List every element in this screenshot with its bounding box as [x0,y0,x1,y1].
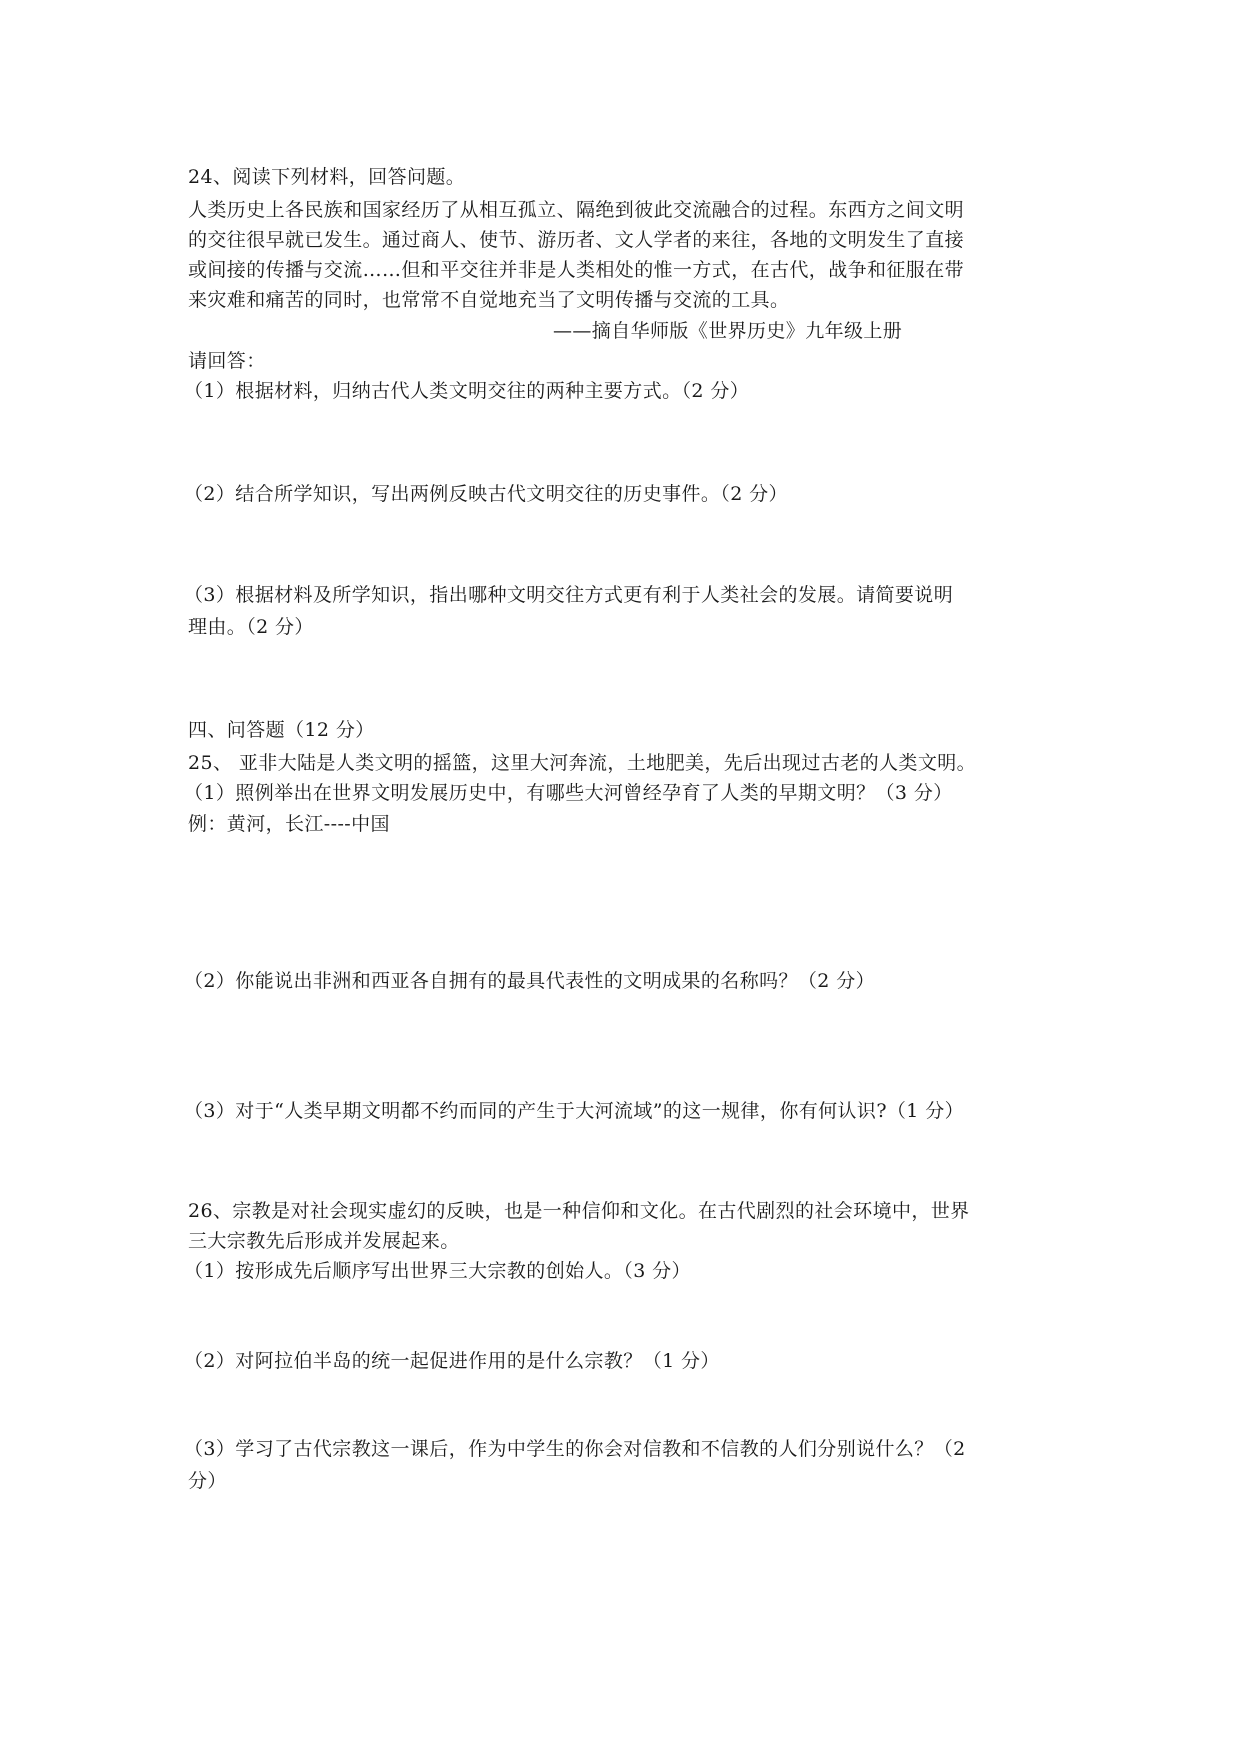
q24-prompt: 请回答： [188,350,266,372]
q26-sub3-line2: 分） [188,1470,227,1492]
q24-sub1: （1）根据材料，归纳古代人类文明交往的两种主要方式。（2 分） [184,380,750,402]
q26-title-line2: 三大宗教先后形成并发展起来。 [188,1230,460,1252]
q24-sub3-line2: 理由。（2 分） [188,616,314,638]
q24-material-line-2: 的交往很早就已发生。通过商人、使节、游历者、文人学者的来往，各地的文明发生了直接 [188,229,965,251]
q25-example: 例：黄河，长江----中国 [188,813,390,835]
q26-sub1: （1）按形成先后顺序写出世界三大宗教的创始人。（3 分） [184,1260,691,1282]
q25-sub3: （3）对于“人类早期文明都不约而同的产生于大河流域”的这一规律，你有何认识?（1 分） [184,1100,965,1122]
q24-title: 24、阅读下列材料，回答问题。 [188,166,466,188]
q24-sub3-line1: （3）根据材料及所学知识，指出哪种文明交往方式更有利于人类社会的发展。请简要说明 [184,584,954,606]
q25-title: 25、 亚非大陆是人类文明的摇篮，这里大河奔流，土地肥美，先后出现过古老的人类文明。 [188,752,977,774]
q24-source: ——摘自华师版《世界历史》九年级上册 [553,320,903,342]
q24-material-line-1: 人类历史上各民族和国家经历了从相互孤立、隔绝到彼此交流融合的过程。东西方之间文明 [188,199,965,221]
q24-material-line-4: 来灾难和痛苦的同时，也常常不自觉地充当了文明传播与交流的工具。 [188,289,790,311]
q24-material-line-3: 或间接的传播与交流……但和平交往并非是人类相处的惟一方式，在古代，战争和征服在带 [188,259,965,281]
q25-sub1: （1）照例举出在世界文明发展历史中，有哪些大河曾经孕育了人类的早期文明？（3 分） [184,782,953,804]
q26-sub2: （2）对阿拉伯半岛的统一起促进作用的是什么宗教？（1 分） [184,1350,720,1372]
q26-title-line1: 26、宗教是对社会现实虚幻的反映，也是一种信仰和文化。在古代剧烈的社会环境中，世界 [188,1200,970,1222]
q26-sub3-line1: （3）学习了古代宗教这一课后，作为中学生的你会对信教和不信教的人们分别说什么？（2 [184,1438,966,1460]
q24-sub2: （2）结合所学知识，写出两例反映古代文明交往的历史事件。（2 分） [184,483,788,505]
section4-heading: 四、问答题（12 分） [188,719,375,741]
q25-sub2: （2）你能说出非洲和西亚各自拥有的最具代表性的文明成果的名称吗？（2 分） [184,970,876,992]
